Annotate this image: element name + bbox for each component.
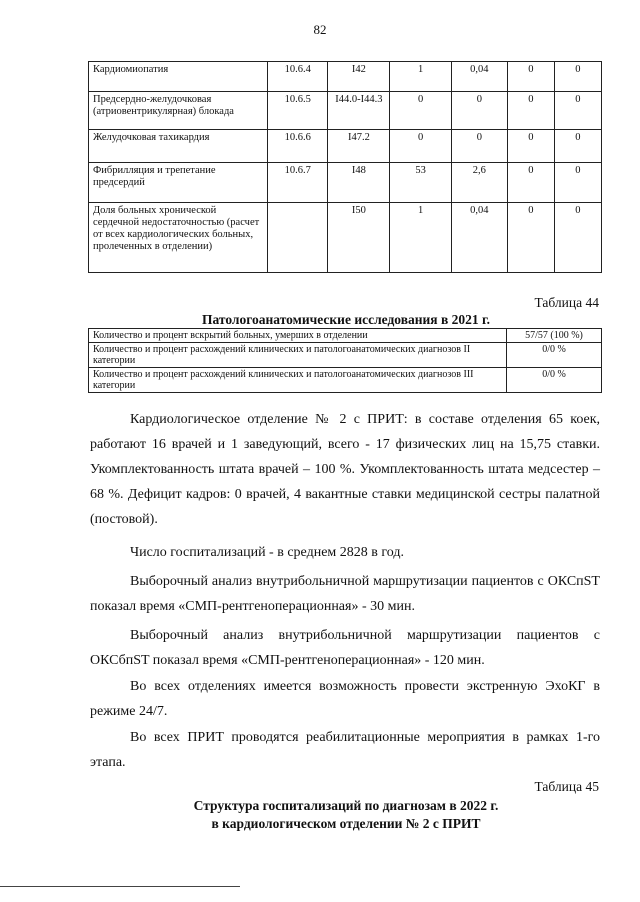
table-cell-code: 10.6.5 bbox=[267, 92, 327, 130]
table-cell-value: 0 bbox=[554, 130, 601, 163]
paragraph-rehab: Во всех ПРИТ проводятся реабилитационные мероприятия в рамках 1-го этапа. bbox=[90, 730, 600, 770]
table-row bbox=[89, 130, 602, 163]
table-cell-value: 0 bbox=[507, 163, 554, 203]
table-cell-count: 1 bbox=[390, 203, 451, 273]
table-44-title: Патологоанатомические исследования в 2021 г. bbox=[201, 312, 491, 327]
table-cell-code: 10.6.4 bbox=[267, 62, 327, 92]
table-cell-percent: 2,6 bbox=[451, 163, 507, 203]
footnote-divider bbox=[0, 886, 240, 887]
table-cell-percent: 0,04 bbox=[451, 203, 507, 273]
table-cell-code: 10.6.7 bbox=[267, 163, 327, 203]
table-cell-icd: I50 bbox=[328, 203, 390, 273]
table-cell-value: 0 bbox=[507, 92, 554, 130]
table-cell-name: Фибрилляция и трепетание предсердий bbox=[89, 163, 268, 203]
table-cell-value: 0 bbox=[507, 130, 554, 163]
table-cell-icd: I48 bbox=[328, 163, 390, 203]
paragraph-department: Кардиологическое отделение № 2 с ПРИТ: в составе отделения 65 коек, работают 16 врачей и 1 заведующий, всего - 17 физических лиц на 15,75 ставки. Укомплектованность штата врачей – 100 %. Укомплектованность штата медсестер – 68 %. Дефицит кадров: 0 врачей, 4 вакантные ставки медицинской сестры палатной (постовой). bbox=[90, 412, 600, 527]
table-cell-value: 0 bbox=[507, 62, 554, 92]
table-cell-name: Доля больных хронической сердечной недостаточностью (расчет от всех кардиологических больных, пролеченных в отделении) bbox=[89, 203, 268, 273]
table-cell-code: 10.6.6 bbox=[267, 130, 327, 163]
table-row bbox=[89, 343, 602, 368]
table-cell-value: 0 bbox=[554, 203, 601, 273]
table-cell-icd: I47.2 bbox=[328, 130, 390, 163]
table-row bbox=[89, 62, 602, 92]
table-cell-icd: I42 bbox=[328, 62, 390, 92]
table-row bbox=[89, 203, 602, 273]
table-45-label: Таблица 45 bbox=[534, 779, 599, 794]
page-number: 82 bbox=[313, 22, 327, 37]
table-cell-value: 0 bbox=[554, 163, 601, 203]
table-cell-value: 0 bbox=[507, 203, 554, 273]
table-44-label: Таблица 44 bbox=[534, 295, 599, 310]
paragraph-echo: Во всех отделениях имеется возможность провести экстренную ЭхоКГ в режиме 24/7. bbox=[90, 679, 600, 719]
table-cell-name: Предсердно-желудочковая (атриовентрикулярная) блокада bbox=[89, 92, 268, 130]
table-cell-value: 0/0 % bbox=[507, 343, 602, 368]
table-cell-code bbox=[267, 203, 327, 273]
table-cell-name: Кардиомиопатия bbox=[89, 62, 268, 92]
table-cell-count: 1 bbox=[390, 62, 451, 92]
table-cell-percent: 0 bbox=[451, 130, 507, 163]
table-cell-name: Желудочковая тахикардия bbox=[89, 130, 268, 163]
table-cell-count: 0 bbox=[390, 130, 451, 163]
table-cell-label: Количество и процент расхождений клинических и патологоанатомических диагнозов III категории bbox=[89, 368, 507, 393]
table-cell-label: Количество и процент вскрытий больных, умерших в отделении bbox=[89, 329, 507, 343]
paragraph-stemi-routing: Выборочный анализ внутрибольничной маршрутизации пациентов с ОКСпST показал время «СМП-рентгеноперационная» - 30 мин. bbox=[90, 574, 600, 614]
paragraph-nstemi-routing: Выборочный анализ внутрибольничной маршрутизации пациентов с ОКСбпST показал время «СМП-рентгеноперационная» - 120 мин. bbox=[90, 628, 600, 668]
table-cell-label: Количество и процент расхождений клинических и патологоанатомических диагнозов II категории bbox=[89, 343, 507, 368]
table-row bbox=[89, 329, 602, 343]
table-cell-percent: 0 bbox=[451, 92, 507, 130]
paragraph-hospitalizations: Число госпитализаций - в среднем 2828 в год. bbox=[130, 545, 404, 560]
table-45-title-line-2: в кардиологическом отделении № 2 с ПРИТ bbox=[211, 816, 481, 831]
table-cell-icd: I44.0-I44.3 bbox=[328, 92, 390, 130]
autopsy-table bbox=[88, 328, 602, 393]
table-row bbox=[89, 92, 602, 130]
diagnosis-table bbox=[88, 61, 602, 273]
table-cell-value: 0 bbox=[554, 62, 601, 92]
table-cell-value: 0/0 % bbox=[507, 368, 602, 393]
table-cell-value: 0 bbox=[554, 92, 601, 130]
table-cell-percent: 0,04 bbox=[451, 62, 507, 92]
table-45-title-line-1: Структура госпитализаций по диагнозам в 2022 г. bbox=[193, 798, 499, 813]
table-cell-value: 57/57 (100 %) bbox=[507, 329, 602, 343]
table-row bbox=[89, 368, 602, 393]
table-cell-count: 0 bbox=[390, 92, 451, 130]
table-row bbox=[89, 163, 602, 203]
table-cell-count: 53 bbox=[390, 163, 451, 203]
